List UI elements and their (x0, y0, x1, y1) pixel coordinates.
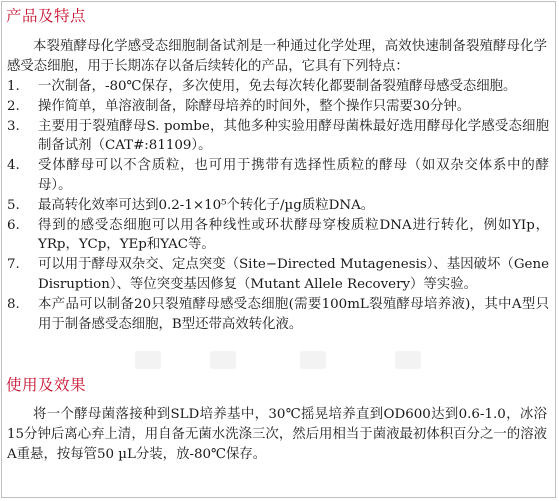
feature-item (7, 77, 549, 97)
feature-number: 6. (7, 217, 20, 233)
watermark-block (210, 351, 236, 369)
feature-number: 1. (7, 79, 20, 94)
product-intro: 本裂殖酵母化学感受态细胞制备试剂是一种通过化学处理，高效快速制备裂殖酵母化学感受态细胞，用于长期冻存以备后续转化的产品，它具有下列特点： (7, 39, 547, 74)
feature-number: 2. (7, 98, 20, 114)
feature-item (7, 156, 549, 196)
usage-section-title: 使用及效果 (6, 376, 87, 394)
watermark-block (395, 351, 421, 369)
feature-text: 一次制备，-80℃保存，多次使用，免去每次转化都要制备裂殖酵母感受态细胞。 (38, 79, 517, 94)
feature-text: 主要用于裂殖酵母S. pombe，其他多种实验用酵母菌株最好选用酵母化学感受态细胞制备试剂（CAT#:81109）。 (38, 118, 549, 154)
feature-number: 5. (7, 197, 20, 213)
watermark-block (135, 351, 161, 369)
feature-text: 可以用于酵母双杂交、定点突变（Site−Directed Mutagenesis）、基因破坏（Gene Disruption）、等位突变基因修复（Mutant Allele Recovery）等实验。 (38, 257, 549, 292)
feature-text: 本产品可以制备20只裂殖酵母感受态细胞(需要100mL裂殖酵母培养液)，其中A型只用于制备感受态细胞，B型还带高效转化液。 (38, 296, 549, 332)
feature-item (7, 295, 549, 335)
feature-number: 7. (7, 257, 20, 273)
feature-text: 最高转化效率可达到0.2-1×10⁵个转化子/µg质粒DNA。 (38, 197, 375, 213)
feature-text: 操作简单，单溶液制备，除酵母培养的时间外，整个操作只需要30分钟。 (38, 98, 471, 114)
feature-text: 受体酵母可以不含质粒，也可用于携带有选择性质粒的酵母（如双杂交体系中的酵母）。 (38, 158, 549, 193)
feature-number: 3. (7, 118, 20, 134)
feature-list (7, 77, 549, 334)
watermark-block (300, 351, 326, 369)
feature-number: 8. (7, 296, 20, 312)
feature-item (7, 196, 549, 216)
feature-item (7, 216, 549, 256)
feature-item (7, 255, 549, 295)
product-section-title: 产品及特点 (6, 7, 87, 25)
feature-text: 得到的感受态细胞可以用各种线性或环状酵母穿梭质粒DNA进行转化，例如YIp，YRp，YCp，YEp和YAC等。 (38, 217, 549, 253)
feature-item (7, 117, 549, 157)
feature-item (7, 97, 549, 117)
feature-number: 4. (7, 158, 20, 174)
usage-body: 将一个酵母菌落接种到SLD培养基中，30℃摇晃培养直到OD600达到0.6-1.0，冰浴15分钟后离心弃上清，用自备无菌水洗涤三次，然后用相当于菌液最初体积百分之一的溶液A重悬，按每管50 µL分装，放-80℃保存。 (7, 407, 547, 462)
